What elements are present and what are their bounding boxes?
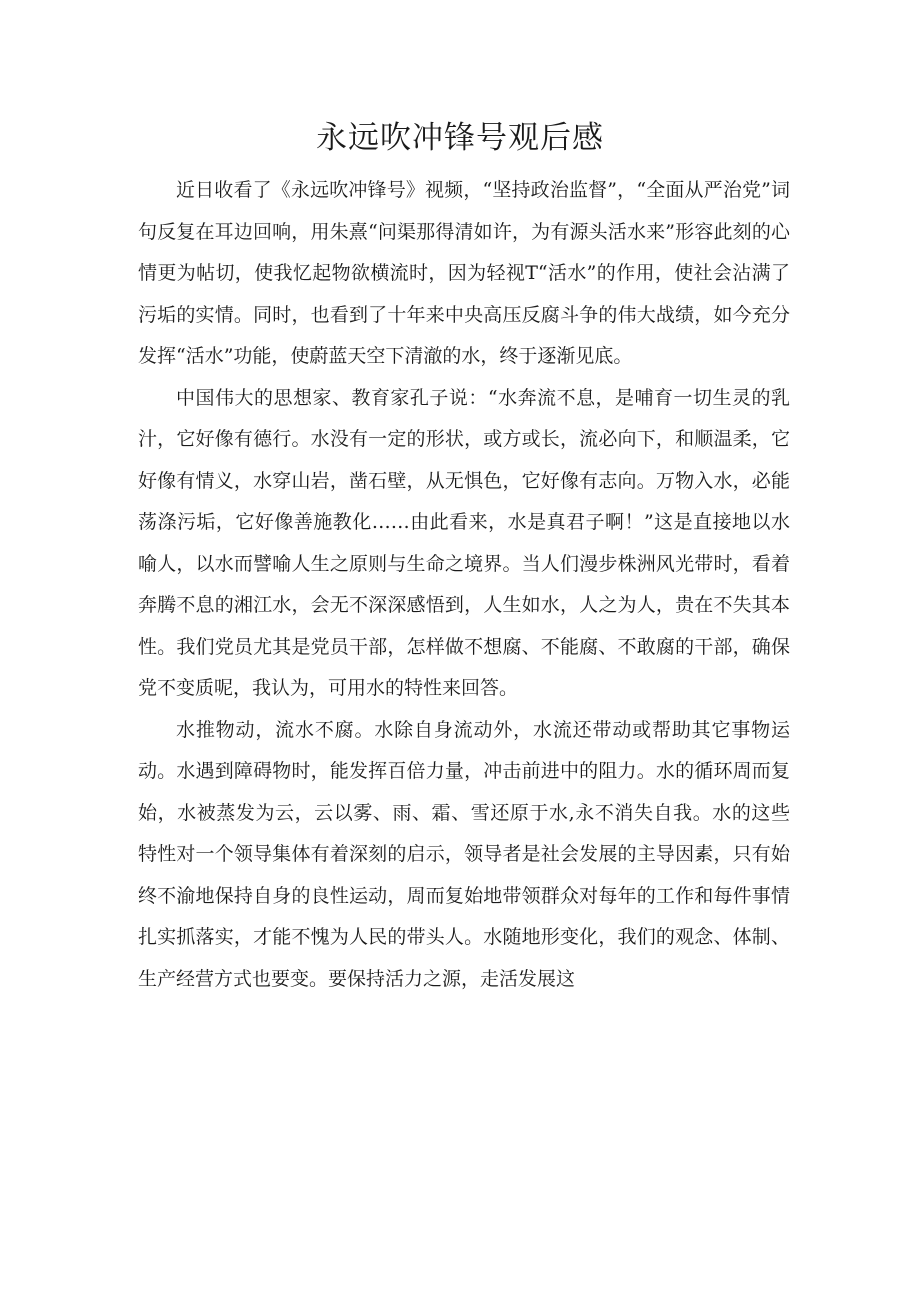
paragraph-2: 中国伟大的思想家、教育家孔子说：“水奔流不息，是哺育一切生灵的乳汁，它好像有德行。水没有一定的形状，或方或长，流必向下，和顺温柔，它好像有情义，水穿山岩，凿石壁，从无惧色，它好像有志向。万物入水，必能荡涤污垢，它好像善施教化……由此看来，水是真君子啊！”这是直接地以水喻人，以水而譬喻人生之原则与生命之境界。当人们漫步株洲风光带时，看着奔腾不息的湘江水，会无不深深感悟到，人生如水，人之为人，贵在不失其本性。我们党员尤其是党员干部，怎样做不想腐、不能腐、不敢腐的干部，确保党不变质呢，我认为，可用水的特性来回答。 — [138, 386, 790, 699]
paragraph-3: 水推物动，流水不腐。水除自身流动外，水流还带动或帮助其它事物运动。水遇到障碍物时，能发挥百倍力量，冲击前进中的阻力。水的循环周而复始，水被蒸发为云，云以雾、雨、霜、雪还原于水,永不消失自我。水的这些特性对一个领导集体有着深刻的启示，领导者是社会发展的主导因素，只有始终不渝地保持自身的良性运动，周而复始地带领群众对每年的工作和每件事情扎实抓落实，才能不愧为人民的带头人。水随地形变化，我们的观念、体制、生产经营方式也要变。要保持活力之源，走活发展这 — [138, 718, 790, 990]
document-title: 永远吹冲锋号观后感 — [316, 120, 604, 156]
document-body — [138, 170, 790, 1000]
paragraph-1: 近日收看了《永远吹冲锋号》视频，“坚持政治监督”，“全面从严治党”词句反复在耳边回响，用朱熹“问渠那得清如许，为有源头活水来”形容此刻的心情更为帖切，使我忆起物欲横流时，因为轻视T“活水”的作用，使社会沾满了污垢的实情。同时，也看到了十年来中央高压反腐斗争的伟大战绩，如今充分发挥“活水”功能，使蔚蓝天空下清澈的水，终于逐渐见底。 — [138, 179, 790, 367]
